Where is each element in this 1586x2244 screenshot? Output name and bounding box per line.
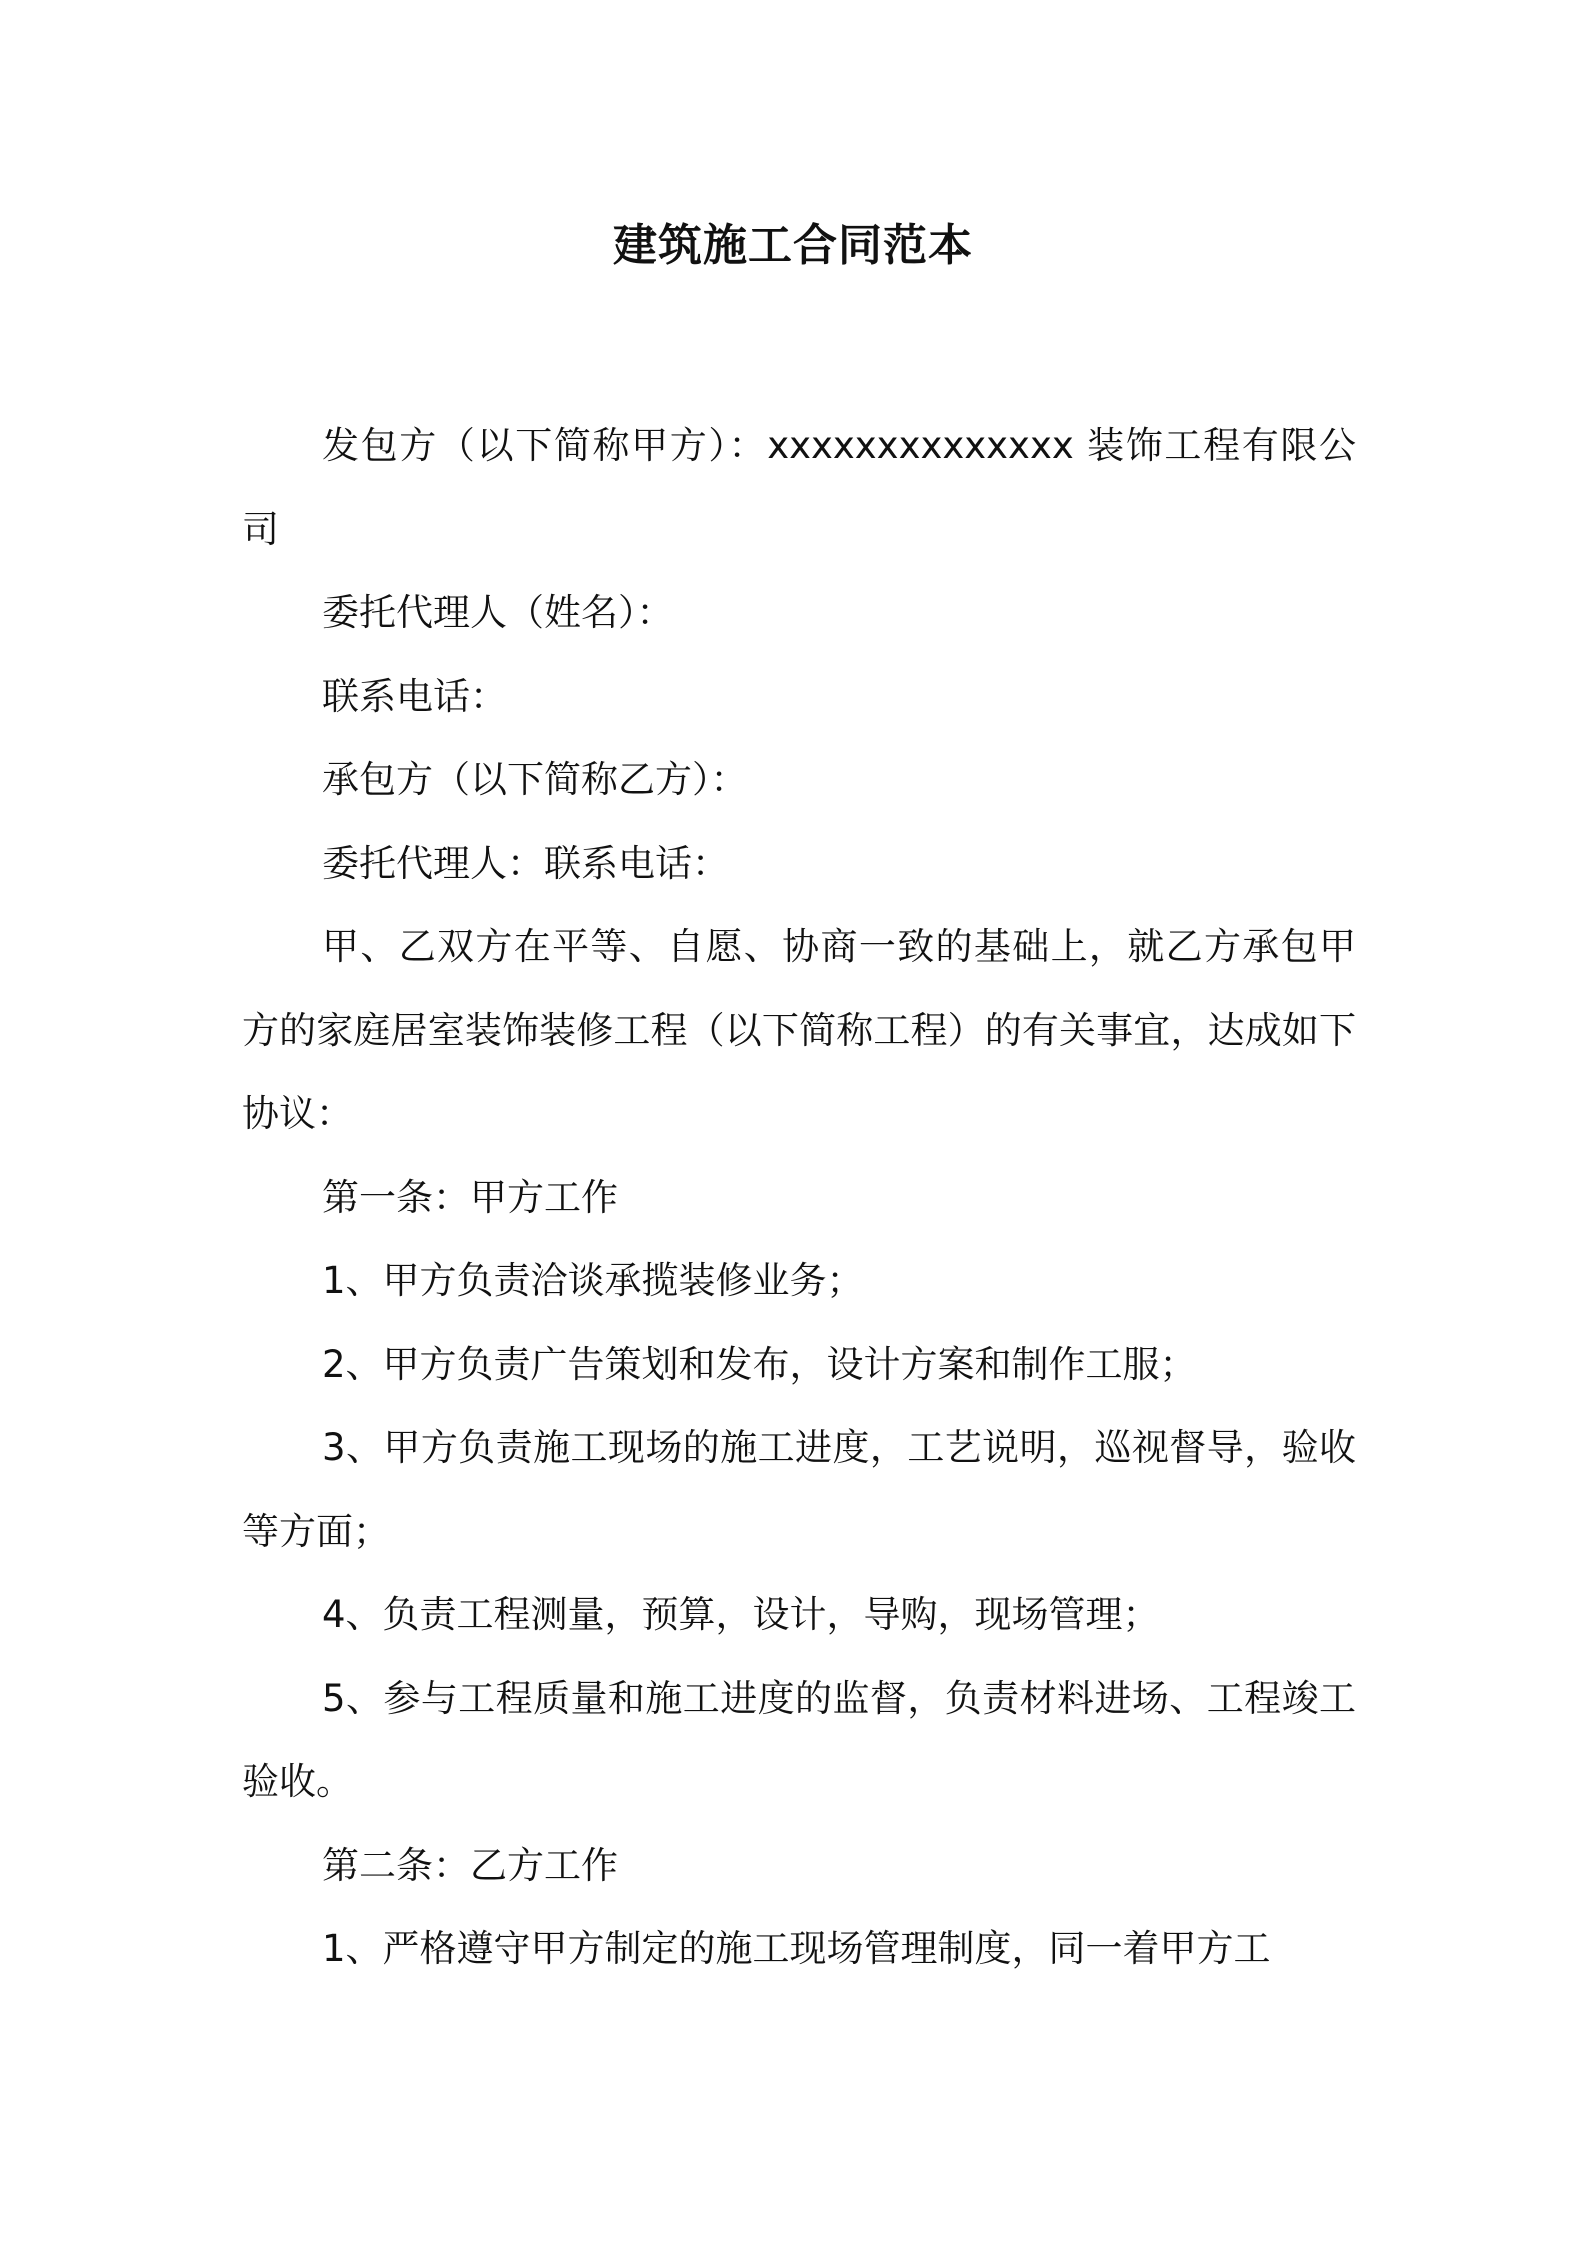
party-a-phone-line: 联系电话： [322,674,507,718]
article-2-item-1: 1、严格遵守甲方制定的施工现场管理制度，同一着甲方工 [322,1927,1271,1970]
article-1-item-3: 3、甲方负责施工现场的施工进度，工艺说明，巡视督导，验收等方面； [242,1426,1356,1553]
article-2-heading: 第二条：乙方工作 [322,1843,618,1887]
document-title: 建筑施工合同范本 [613,220,973,271]
agreement-preamble: 甲、乙双方在平等、自愿、协商一致的基础上，就乙方承包甲方的家庭居室装饰装修工程（以下简称工程）的有关事宜，达成如下协议： [242,925,1356,1135]
article-1-item-5: 5、参与工程质量和施工进度的监督，负责材料进场、工程竣工验收。 [242,1676,1356,1803]
document-body [242,404,1356,1991]
party-a-agent-line: 委托代理人（姓名）： [322,591,674,634]
party-b-line: 承包方（以下简称乙方）： [322,758,748,801]
party-b-agent-line: 委托代理人：联系电话： [322,841,729,885]
article-1-item-2: 2、甲方负责广告策划和发布，设计方案和制作工服； [322,1342,1197,1386]
article-1-heading: 第一条：甲方工作 [322,1175,618,1219]
article-1-item-4: 4、负责工程测量，预算，设计，导购，现场管理； [322,1593,1160,1636]
article-1-item-1: 1、甲方负责洽谈承揽装修业务； [322,1259,864,1302]
party-a-line: 发包方（以下简称甲方）：xxxxxxxxxxxxxx 装饰工程有限公司 [242,424,1356,551]
